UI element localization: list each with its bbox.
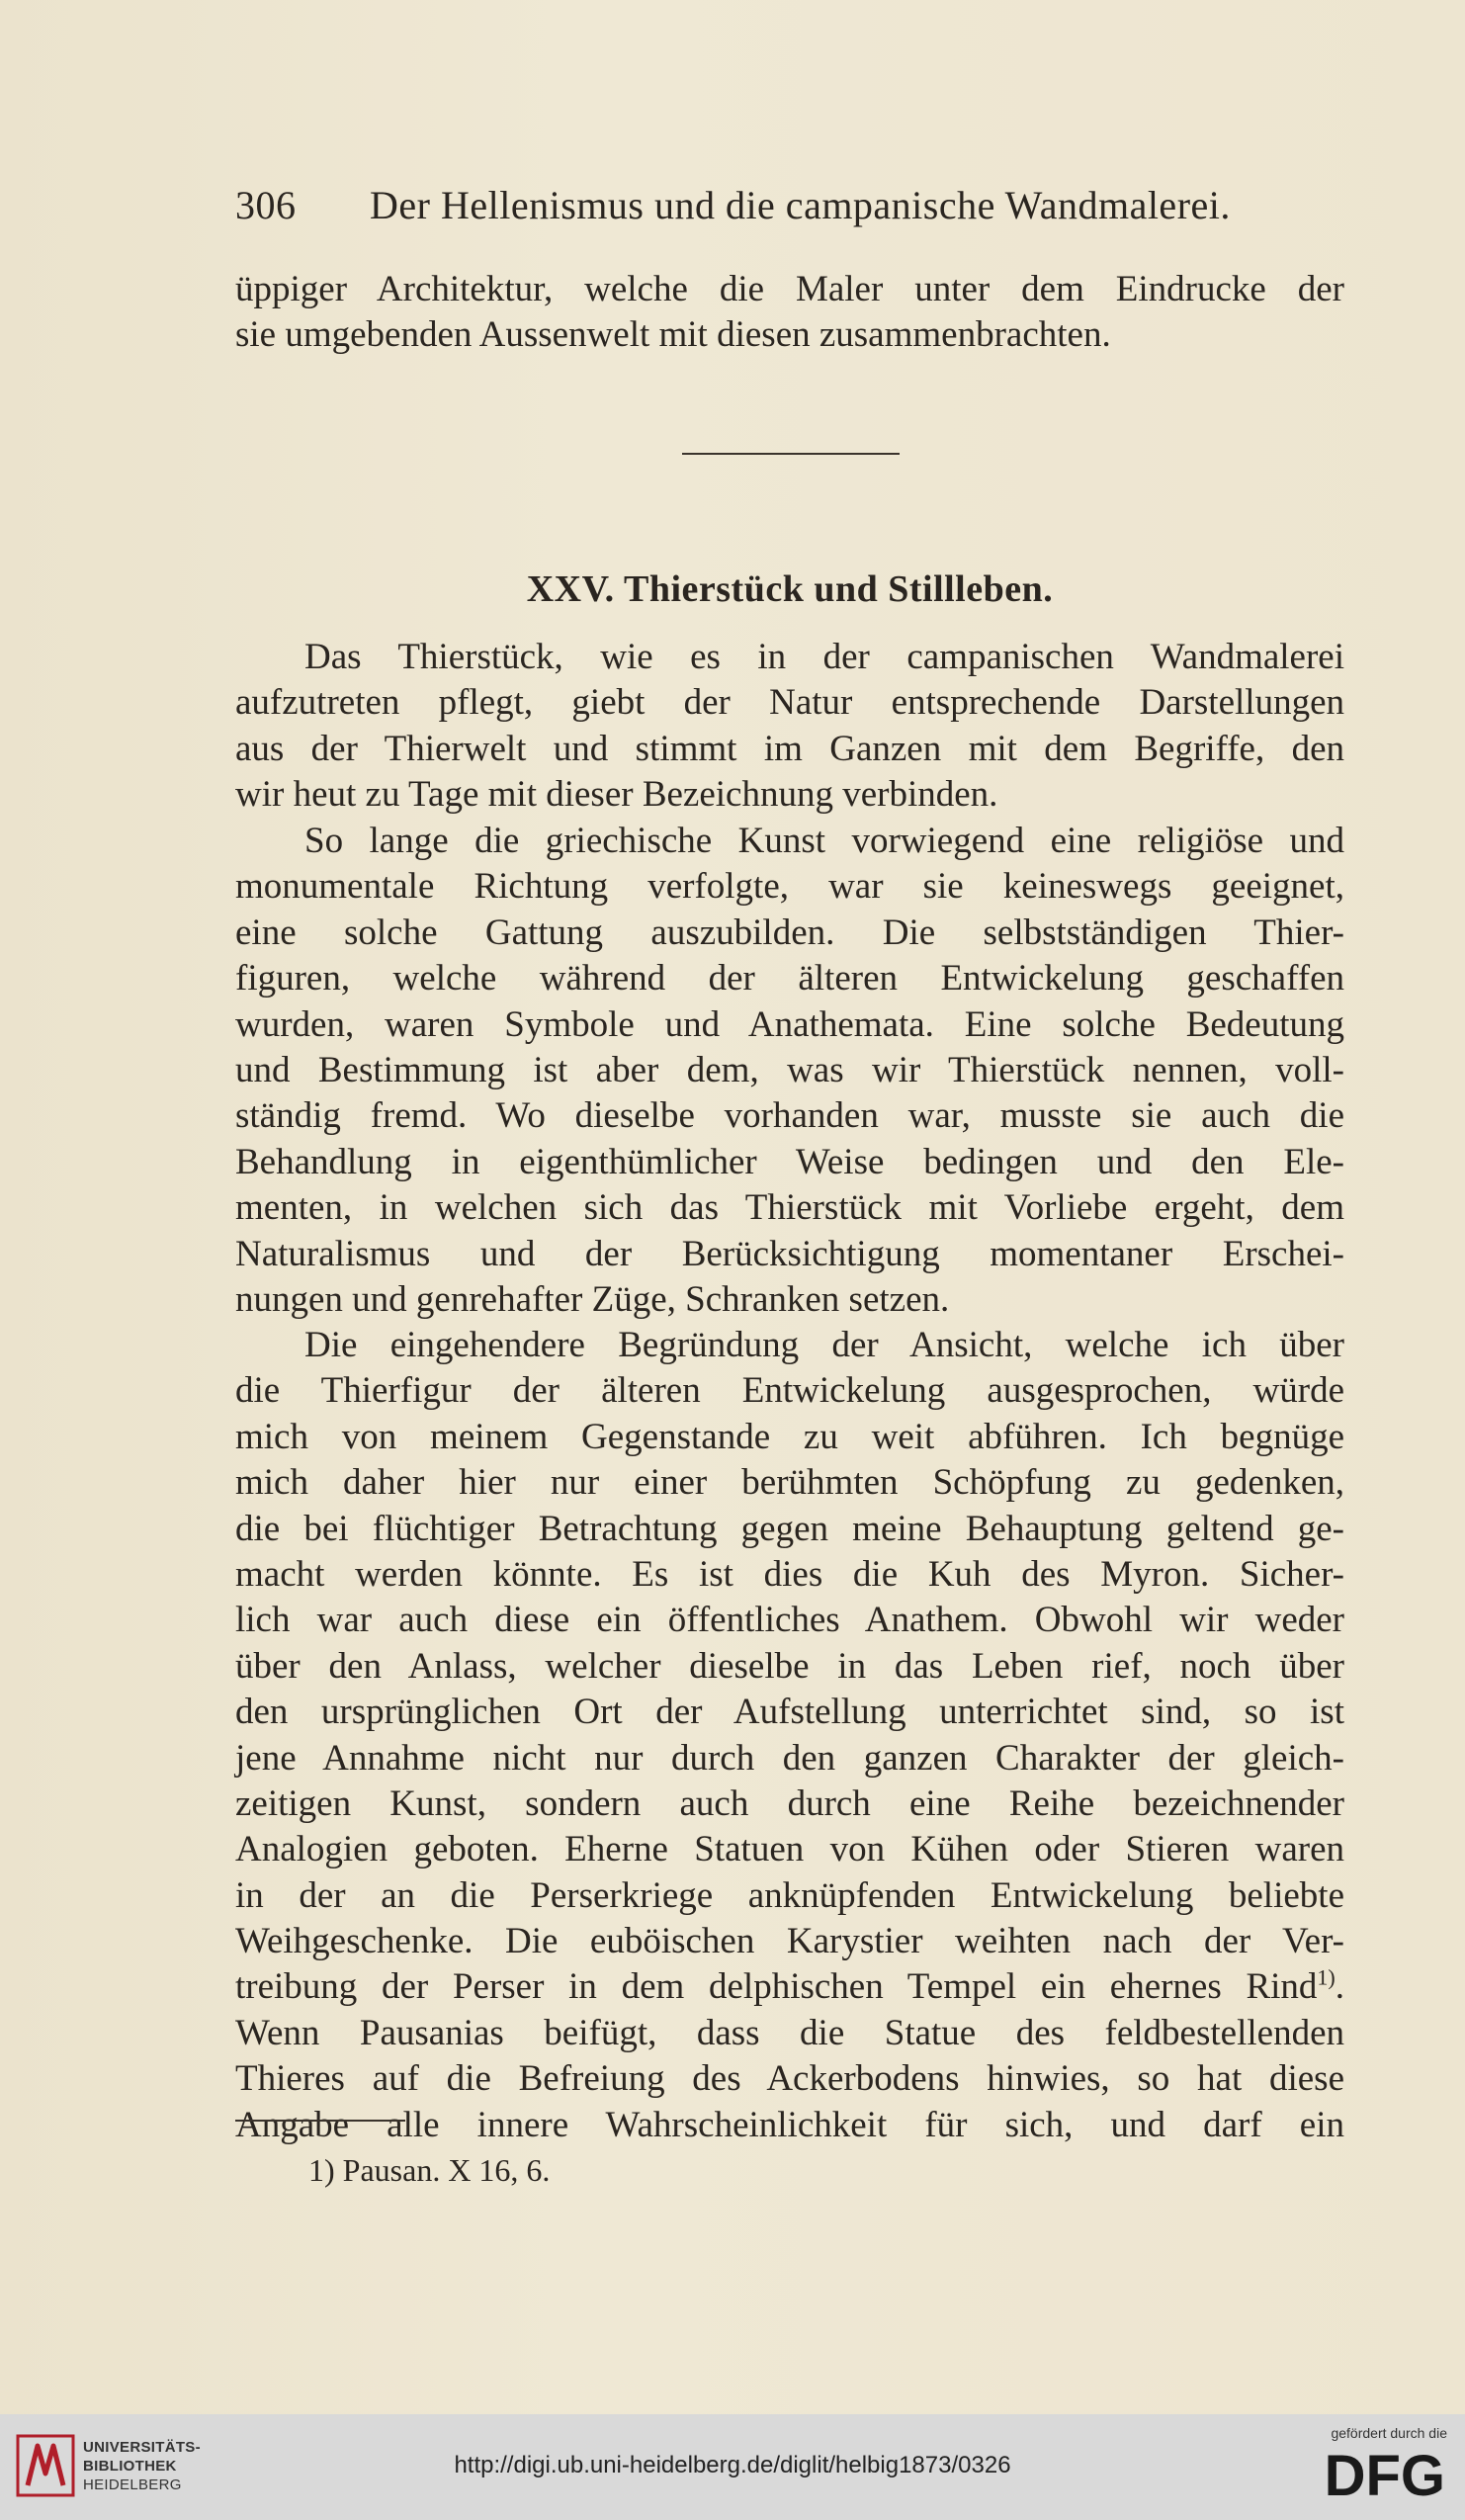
text-line: nungen und genrehafter Züge, Schranken setzen. <box>235 1278 950 1320</box>
text-line: macht werden könnte. Es ist dies die Kuh des Myron. Sicher- <box>235 1553 1344 1595</box>
text-line: Das Thierstück, wie es in der campanischen Wandmalerei <box>304 637 1344 677</box>
text-segment: treibung der Perser in dem delphischen Tempel ein ehernes Rind <box>235 1966 1318 2008</box>
text-line: ständig fremd. Wo dieselbe vorhanden war, musste sie auch die <box>235 1095 1344 1137</box>
viewer-footer-bar <box>0 2414 1465 2520</box>
text-line: Thieres auf die Befreiung des Ackerbodens hinwies, so hat diese <box>235 2058 1344 2100</box>
text-line: zeitigen Kunst, sondern auch durch eine Reihe bezeichnender <box>235 1782 1344 1824</box>
paragraph-2 <box>235 819 1344 1323</box>
paragraph-1 <box>235 635 1344 819</box>
running-title: Der Hellenismus und die campanische Wandmalerei. <box>370 183 1231 227</box>
text-line: und Bestimmung ist aber dem, was wir Thierstück nennen, voll- <box>235 1049 1344 1090</box>
text-line: Weihgeschenke. Die euböischen Karystier weihten nach der Ver- <box>235 1921 1344 1962</box>
text-line: Die eingehendere Begründung der Ansicht, welche ich über <box>304 1325 1344 1365</box>
funder-label: gefördert durch die <box>1331 2425 1447 2441</box>
footnote-rule <box>235 2120 405 2122</box>
svg-text:DFG: DFG <box>1324 2446 1445 2501</box>
text-line: figuren, welche während der älteren Entwickelung geschaffen <box>235 958 1344 999</box>
section-heading: XXV. Thierstück und Stillleben. <box>526 568 1054 610</box>
text-line: üppiger Architektur, welche die Maler unter dem Eindrucke der <box>235 269 1344 309</box>
page-header <box>235 176 1344 235</box>
text-line-with-footnote <box>235 1964 1344 2010</box>
text-line: sie umgebenden Aussenwelt mit diesen zusammenbrachten. <box>235 314 1111 356</box>
text-line: jene Annahme nicht nur durch den ganzen Charakter der gleich- <box>235 1737 1344 1779</box>
text-line: Analogien geboten. Eherne Statuen von Kühen oder Stieren waren <box>235 1829 1344 1870</box>
text-line: aus der Thierwelt und stimmt im Ganzen mit dem Begriffe, den <box>235 728 1344 769</box>
text-line: mich daher hier nur einer berühmten Schöpfung zu gedenken, <box>235 1462 1344 1504</box>
text-line: So lange die griechische Kunst vorwiegend eine religiöse und <box>304 821 1344 861</box>
text-line: die Thierfigur der älteren Entwickelung ausgesprochen, würde <box>235 1370 1344 1412</box>
section-divider <box>682 453 900 455</box>
text-segment: . <box>1335 1966 1344 2008</box>
text-line: die bei flüchtiger Betrachtung gegen meine Behauptung geltend ge- <box>235 1508 1344 1549</box>
text-line: eine solche Gattung auszubilden. Die selbstständigen Thier- <box>235 912 1344 953</box>
text-line: lich war auch diese ein öffentliches Anathem. Obwohl wir weder <box>235 1600 1344 1641</box>
text-line: menten, in welchen sich das Thierstück mit Vorliebe ergeht, dem <box>235 1187 1344 1229</box>
dfg-logo-icon <box>1299 2446 1447 2501</box>
footnote-marker: 1) <box>1317 1965 1336 1991</box>
footnote: 1) Pausan. X 16, 6. <box>308 2152 551 2188</box>
permalink-url[interactable]: http://digi.ub.uni-heidelberg.de/diglit/helbig1873/0326 <box>454 2452 1011 2478</box>
text-line: den ursprünglichen Ort der Aufstellung unterrichtet sind, so ist <box>235 1692 1344 1733</box>
paragraph-3 <box>235 1323 1344 2148</box>
text-line: mich von meinem Gegenstande zu weit abführen. Ich begnüge <box>235 1416 1344 1457</box>
text-line: Angabe alle innere Wahrscheinlichkeit für sich, und darf ein <box>235 2104 1344 2145</box>
funder-logo-block[interactable] <box>1274 2424 1447 2513</box>
text-line: Behandlung in eigenthümlicher Weise bedingen und den Ele- <box>235 1141 1344 1182</box>
text-line: in der an die Perserkriege anknüpfenden Entwickelung beliebte <box>235 1874 1344 1916</box>
text-line: aufzutreten pflegt, giebt der Natur entsprechende Darstellungen <box>235 682 1344 724</box>
text-line: wir heut zu Tage mit dieser Bezeichnung verbinden. <box>235 774 998 816</box>
text-line: über den Anlass, welcher dieselbe in das Leben rief, noch über <box>235 1645 1344 1687</box>
text-line: Wenn Pausanias beifügt, dass die Statue des feldbestellenden <box>235 2012 1344 2053</box>
intro-text <box>235 267 1344 359</box>
text-line: wurden, waren Symbole und Anathemata. Eine solche Bedeutung <box>235 1003 1344 1045</box>
text-line: monumentale Richtung verfolgte, war sie keineswegs geeignet, <box>235 866 1344 908</box>
page-number: 306 <box>235 183 297 227</box>
library-name: UNIVERSITÄTS- BIBLIOTHEK HEIDELBERG <box>83 2439 201 2493</box>
text-line: Naturalismus und der Berücksichtigung momentaner Erschei- <box>235 1233 1344 1274</box>
